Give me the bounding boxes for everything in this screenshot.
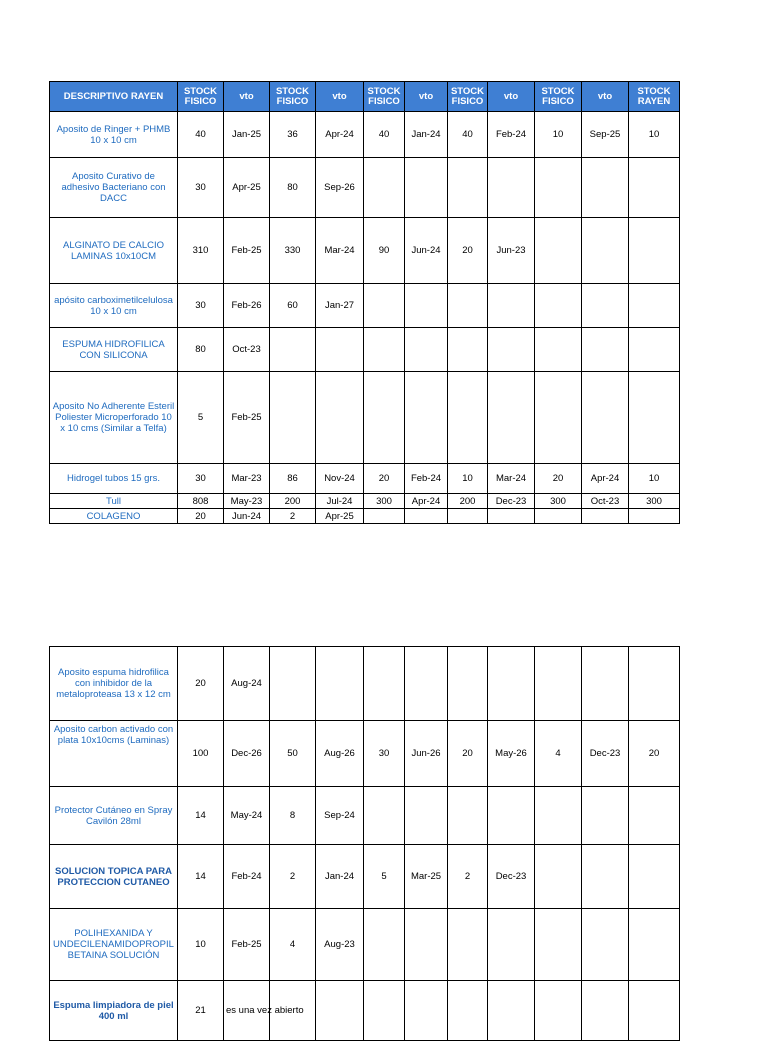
- description-cell: Espuma limpiadora de piel 400 ml: [50, 981, 178, 1041]
- value-cell: [582, 845, 629, 909]
- value-cell: Feb-24: [488, 112, 535, 158]
- value-cell: [316, 647, 364, 721]
- value-cell: Apr-24: [316, 112, 364, 158]
- value-cell: [535, 158, 582, 218]
- value-cell: May-24: [224, 787, 270, 845]
- table-row: [50, 328, 680, 372]
- value-cell: 20: [178, 509, 224, 524]
- value-cell: Jan-24: [405, 112, 448, 158]
- value-cell: 4: [270, 909, 316, 981]
- value-cell: [405, 509, 448, 524]
- value-cell: [488, 787, 535, 845]
- value-cell: [582, 158, 629, 218]
- value-cell: 10: [535, 112, 582, 158]
- value-cell: [535, 218, 582, 284]
- value-cell: [488, 328, 535, 372]
- value-cell: 300: [364, 494, 405, 509]
- header-cell: vto: [488, 82, 535, 112]
- value-cell: [448, 509, 488, 524]
- value-cell: [316, 981, 364, 1041]
- value-cell: 300: [535, 494, 582, 509]
- value-cell: [448, 372, 488, 464]
- value-cell: Dec-26: [224, 721, 270, 787]
- table-row: [50, 158, 680, 218]
- value-cell: [364, 328, 405, 372]
- value-cell: [270, 328, 316, 372]
- value-cell: 10: [448, 464, 488, 494]
- value-cell: 4: [535, 721, 582, 787]
- table-row: [50, 218, 680, 284]
- stock-table-1: [49, 81, 680, 524]
- value-cell: [629, 509, 680, 524]
- value-cell: [488, 981, 535, 1041]
- value-cell: [316, 372, 364, 464]
- value-cell: Feb-25: [224, 909, 270, 981]
- description-cell: Hidrogel tubos 15 grs.: [50, 464, 178, 494]
- value-cell: 20: [535, 464, 582, 494]
- value-cell: Aug-26: [316, 721, 364, 787]
- value-cell: [364, 158, 405, 218]
- value-cell: [582, 328, 629, 372]
- table-row: [50, 845, 680, 909]
- description-cell: Aposito de Ringer + PHMB 10 x 10 cm: [50, 112, 178, 158]
- description-cell: Aposito No Adherente Esteril Poliester Microperforado 10 x 10 cms (Similar a Telfa): [50, 372, 178, 464]
- value-cell: 21: [178, 981, 224, 1041]
- value-cell: es una vez abierto: [224, 981, 270, 1041]
- table-row: [50, 787, 680, 845]
- value-cell: [582, 647, 629, 721]
- value-cell: 60: [270, 284, 316, 328]
- value-cell: [629, 372, 680, 464]
- value-cell: Sep-25: [582, 112, 629, 158]
- value-cell: Mar-24: [316, 218, 364, 284]
- value-cell: 808: [178, 494, 224, 509]
- value-cell: 80: [178, 328, 224, 372]
- value-cell: Feb-25: [224, 218, 270, 284]
- value-cell: Feb-26: [224, 284, 270, 328]
- table-row: [50, 721, 680, 787]
- header-cell: STOCK FISICO: [270, 82, 316, 112]
- value-cell: Dec-23: [582, 721, 629, 787]
- value-cell: [364, 284, 405, 328]
- header-cell: DESCRIPTIVO RAYEN: [50, 82, 178, 112]
- value-cell: [488, 509, 535, 524]
- value-cell: [405, 647, 448, 721]
- description-cell: Aposito Curativo de adhesivo Bacteriano con DACC: [50, 158, 178, 218]
- description-cell: POLIHEXANIDA Y UNDECILENAMIDOPROPIL BETAINA SOLUCIÓN: [50, 909, 178, 981]
- header-cell: vto: [224, 82, 270, 112]
- value-cell: 86: [270, 464, 316, 494]
- value-cell: [270, 647, 316, 721]
- table-row: [50, 284, 680, 328]
- value-cell: [535, 981, 582, 1041]
- description-cell: Tull: [50, 494, 178, 509]
- header-cell: STOCK FISICO: [178, 82, 224, 112]
- value-cell: Jun-26: [405, 721, 448, 787]
- header-cell: vto: [582, 82, 629, 112]
- header-row: [50, 82, 680, 112]
- value-cell: 30: [178, 464, 224, 494]
- table-row: [50, 464, 680, 494]
- value-cell: Apr-24: [405, 494, 448, 509]
- value-cell: [629, 909, 680, 981]
- value-cell: [405, 284, 448, 328]
- description-cell: Aposito espuma hidrofilica con inhibidor de la metaloproteasa 13 x 12 cm: [50, 647, 178, 721]
- description-cell: COLAGENO: [50, 509, 178, 524]
- value-cell: Dec-23: [488, 845, 535, 909]
- value-cell: 20: [448, 721, 488, 787]
- header-cell: STOCK FISICO: [448, 82, 488, 112]
- value-cell: [535, 328, 582, 372]
- value-cell: 5: [364, 845, 405, 909]
- value-cell: Aug-23: [316, 909, 364, 981]
- value-cell: [270, 372, 316, 464]
- table-row: [50, 372, 680, 464]
- value-cell: [448, 981, 488, 1041]
- value-cell: Apr-25: [316, 509, 364, 524]
- value-cell: 30: [178, 158, 224, 218]
- value-cell: 200: [270, 494, 316, 509]
- header-cell: vto: [405, 82, 448, 112]
- value-cell: [582, 284, 629, 328]
- value-cell: [364, 509, 405, 524]
- value-cell: [582, 218, 629, 284]
- value-cell: 14: [178, 787, 224, 845]
- value-cell: 80: [270, 158, 316, 218]
- value-cell: Mar-23: [224, 464, 270, 494]
- value-cell: [582, 787, 629, 845]
- value-cell: [405, 158, 448, 218]
- value-cell: [629, 647, 680, 721]
- value-cell: [629, 328, 680, 372]
- value-cell: [405, 372, 448, 464]
- value-cell: Nov-24: [316, 464, 364, 494]
- description-cell: ALGINATO DE CALCIO LAMINAS 10x10CM: [50, 218, 178, 284]
- value-cell: [316, 328, 364, 372]
- value-cell: [364, 647, 405, 721]
- value-cell: [535, 372, 582, 464]
- value-cell: Aug-24: [224, 647, 270, 721]
- value-cell: 36: [270, 112, 316, 158]
- value-cell: 30: [178, 284, 224, 328]
- value-cell: 310: [178, 218, 224, 284]
- table-row: [50, 494, 680, 509]
- value-cell: [535, 284, 582, 328]
- value-cell: Jun-24: [405, 218, 448, 284]
- value-cell: 5: [178, 372, 224, 464]
- description-cell: ESPUMA HIDROFILICA CON SILICONA: [50, 328, 178, 372]
- table-row: [50, 647, 680, 721]
- value-cell: Mar-24: [488, 464, 535, 494]
- value-cell: 14: [178, 845, 224, 909]
- header-cell: STOCK RAYEN: [629, 82, 680, 112]
- value-cell: [535, 509, 582, 524]
- value-cell: [364, 981, 405, 1041]
- value-cell: [364, 372, 405, 464]
- value-cell: [448, 328, 488, 372]
- value-cell: Jan-25: [224, 112, 270, 158]
- value-cell: 10: [629, 112, 680, 158]
- value-cell: 20: [364, 464, 405, 494]
- description-cell: apósito carboximetilcelulosa 10 x 10 cm: [50, 284, 178, 328]
- value-cell: 30: [364, 721, 405, 787]
- value-cell: 2: [270, 509, 316, 524]
- value-cell: 40: [364, 112, 405, 158]
- value-cell: 20: [178, 647, 224, 721]
- value-cell: 100: [178, 721, 224, 787]
- value-cell: [629, 284, 680, 328]
- value-cell: [582, 509, 629, 524]
- value-cell: 50: [270, 721, 316, 787]
- value-cell: 8: [270, 787, 316, 845]
- value-cell: Jan-27: [316, 284, 364, 328]
- value-cell: [405, 328, 448, 372]
- table-row: [50, 112, 680, 158]
- value-cell: Oct-23: [582, 494, 629, 509]
- value-cell: 10: [178, 909, 224, 981]
- value-cell: Oct-23: [224, 328, 270, 372]
- value-cell: [488, 372, 535, 464]
- value-cell: [488, 647, 535, 721]
- value-cell: 2: [270, 845, 316, 909]
- value-cell: [582, 909, 629, 981]
- value-cell: [535, 647, 582, 721]
- value-cell: [629, 158, 680, 218]
- header-cell: vto: [316, 82, 364, 112]
- value-cell: [488, 284, 535, 328]
- value-cell: 90: [364, 218, 405, 284]
- value-cell: [448, 909, 488, 981]
- header-cell: STOCK FISICO: [535, 82, 582, 112]
- table-row: [50, 509, 680, 524]
- value-cell: Sep-26: [316, 158, 364, 218]
- value-cell: 10: [629, 464, 680, 494]
- value-cell: Jan-24: [316, 845, 364, 909]
- value-cell: 20: [629, 721, 680, 787]
- value-cell: 40: [448, 112, 488, 158]
- value-cell: 200: [448, 494, 488, 509]
- value-cell: [488, 909, 535, 981]
- value-cell: [582, 981, 629, 1041]
- value-cell: [629, 787, 680, 845]
- value-cell: [535, 787, 582, 845]
- value-cell: [535, 909, 582, 981]
- value-cell: Feb-24: [405, 464, 448, 494]
- value-cell: [364, 909, 405, 981]
- value-cell: [448, 647, 488, 721]
- value-cell: [629, 981, 680, 1041]
- description-cell: Aposito carbon activado con plata 10x10cms (Laminas): [50, 721, 178, 787]
- value-cell: Feb-25: [224, 372, 270, 464]
- value-cell: [405, 981, 448, 1041]
- description-cell: SOLUCION TOPICA PARA PROTECCION CUTANEO: [50, 845, 178, 909]
- table-row: [50, 909, 680, 981]
- value-cell: 300: [629, 494, 680, 509]
- value-cell: May-26: [488, 721, 535, 787]
- value-cell: Apr-24: [582, 464, 629, 494]
- value-cell: [629, 218, 680, 284]
- header-cell: STOCK FISICO: [364, 82, 405, 112]
- value-cell: [448, 787, 488, 845]
- value-cell: Sep-24: [316, 787, 364, 845]
- value-cell: [405, 787, 448, 845]
- table-row: [50, 981, 680, 1041]
- value-cell: [582, 372, 629, 464]
- value-cell: Jun-24: [224, 509, 270, 524]
- value-cell: 330: [270, 218, 316, 284]
- value-cell: May-23: [224, 494, 270, 509]
- stock-table-2: [49, 646, 680, 1041]
- value-cell: [448, 284, 488, 328]
- value-cell: Jul-24: [316, 494, 364, 509]
- value-cell: [364, 787, 405, 845]
- value-cell: Dec-23: [488, 494, 535, 509]
- description-cell: Protector Cutáneo en Spray Cavilón 28ml: [50, 787, 178, 845]
- value-cell: Jun-23: [488, 218, 535, 284]
- value-cell: [488, 158, 535, 218]
- value-cell: Mar-25: [405, 845, 448, 909]
- value-cell: 2: [448, 845, 488, 909]
- value-cell: [405, 909, 448, 981]
- value-cell: [448, 158, 488, 218]
- value-cell: Feb-24: [224, 845, 270, 909]
- value-cell: 20: [448, 218, 488, 284]
- value-cell: [535, 845, 582, 909]
- value-cell: Apr-25: [224, 158, 270, 218]
- value-cell: 40: [178, 112, 224, 158]
- value-cell: [629, 845, 680, 909]
